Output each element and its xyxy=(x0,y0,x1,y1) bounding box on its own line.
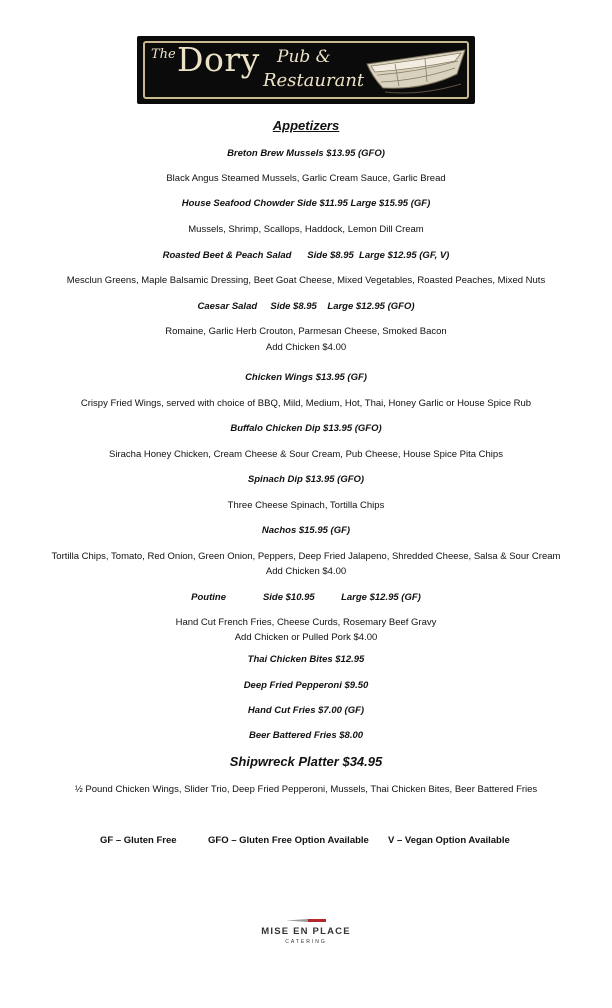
menu-item-heading: Deep Fried Pepperoni $9.50 xyxy=(243,680,369,691)
menu-item-heading: Breton Brew Mussels $13.95 (GFO) xyxy=(227,148,385,159)
caterer-logo xyxy=(258,914,354,952)
menu-item-heading: Thai Chicken Bites $12.95 xyxy=(247,654,365,665)
menu-item-heading: Nachos $15.95 (GF) xyxy=(261,525,351,536)
menu-item-heading: House Seafood Chowder Side $11.95 Large $15.95 (GF) xyxy=(181,198,431,209)
menu-item-description: Add Chicken or Pulled Pork $4.00 xyxy=(234,632,378,643)
menu-item-description: Tortilla Chips, Tomato, Red Onion, Green Onion, Peppers, Deep Fried Jalapeno, Shredded Cheese, Salsa & Sour Cream xyxy=(51,551,561,562)
logo-the-text: The xyxy=(151,47,176,62)
menu-item-description: Hand Cut French Fries, Cheese Curds, Rosemary Beef Gravy xyxy=(175,617,437,628)
menu-item-heading: Roasted Beet & Peach Salad Side $8.95 Large $12.95 (GF, V) xyxy=(162,250,450,261)
menu-item-description: Three Cheese Spinach, Tortilla Chips xyxy=(227,500,385,511)
logo-restaurant-text: Restaurant xyxy=(263,70,365,91)
menu-item-description: Siracha Honey Chicken, Cream Cheese & Sour Cream, Pub Cheese, House Spice Pita Chips xyxy=(109,449,503,460)
menu-item-description: Add Chicken $4.00 xyxy=(265,566,347,577)
logo-dory-text: Dory xyxy=(177,40,260,79)
platter-heading: Shipwreck Platter $34.95 xyxy=(229,754,383,769)
dory-boat-icon xyxy=(365,44,469,98)
menu-item-description: Romaine, Garlic Herb Crouton, Parmesan Cheese, Smoked Bacon xyxy=(165,326,447,337)
restaurant-logo xyxy=(137,36,475,104)
legend-gf: GF – Gluten Free xyxy=(100,835,177,846)
menu-item-description: Add Chicken $4.00 xyxy=(265,342,347,353)
caterer-subtitle: CATERING xyxy=(285,939,327,945)
menu-item-description: Black Angus Steamed Mussels, Garlic Cream Sauce, Garlic Bread xyxy=(166,173,446,184)
menu-item-heading: Caesar Salad Side $8.95 Large $12.95 (GFO) xyxy=(197,301,415,312)
menu-item-heading: Spinach Dip $13.95 (GFO) xyxy=(247,474,365,485)
platter-description: ½ Pound Chicken Wings, Slider Trio, Deep Fried Pepperoni, Mussels, Thai Chicken Bites, Beer Battered Fries xyxy=(74,784,538,795)
caterer-name: MISE EN PLACE xyxy=(261,926,351,937)
menu-item-heading: Buffalo Chicken Dip $13.95 (GFO) xyxy=(230,423,382,434)
menu-item-heading: Chicken Wings $13.95 (GF) xyxy=(245,372,367,383)
menu-item-description: Mussels, Shrimp, Scallops, Haddock, Lemon Dill Cream xyxy=(188,224,424,235)
knife-icon xyxy=(286,918,326,923)
menu-item-description: Crispy Fried Wings, served with choice of BBQ, Mild, Medium, Hot, Thai, Honey Garlic or House Spice Rub xyxy=(80,398,532,409)
menu-item-heading: Poutine Side $10.95 Large $12.95 (GF) xyxy=(191,592,421,603)
section-title: Appetizers xyxy=(272,118,340,133)
legend-v: V – Vegan Option Available xyxy=(388,835,510,846)
legend-gfo: GFO – Gluten Free Option Available xyxy=(208,835,369,846)
logo-pub-text: Pub & xyxy=(277,47,331,67)
menu-item-heading: Hand Cut Fries $7.00 (GF) xyxy=(247,705,365,716)
menu-item-heading: Beer Battered Fries $8.00 xyxy=(248,730,364,741)
menu-item-description: Mesclun Greens, Maple Balsamic Dressing, Beet Goat Cheese, Mixed Vegetables, Roasted Peaches, Mixed Nuts xyxy=(66,275,546,286)
